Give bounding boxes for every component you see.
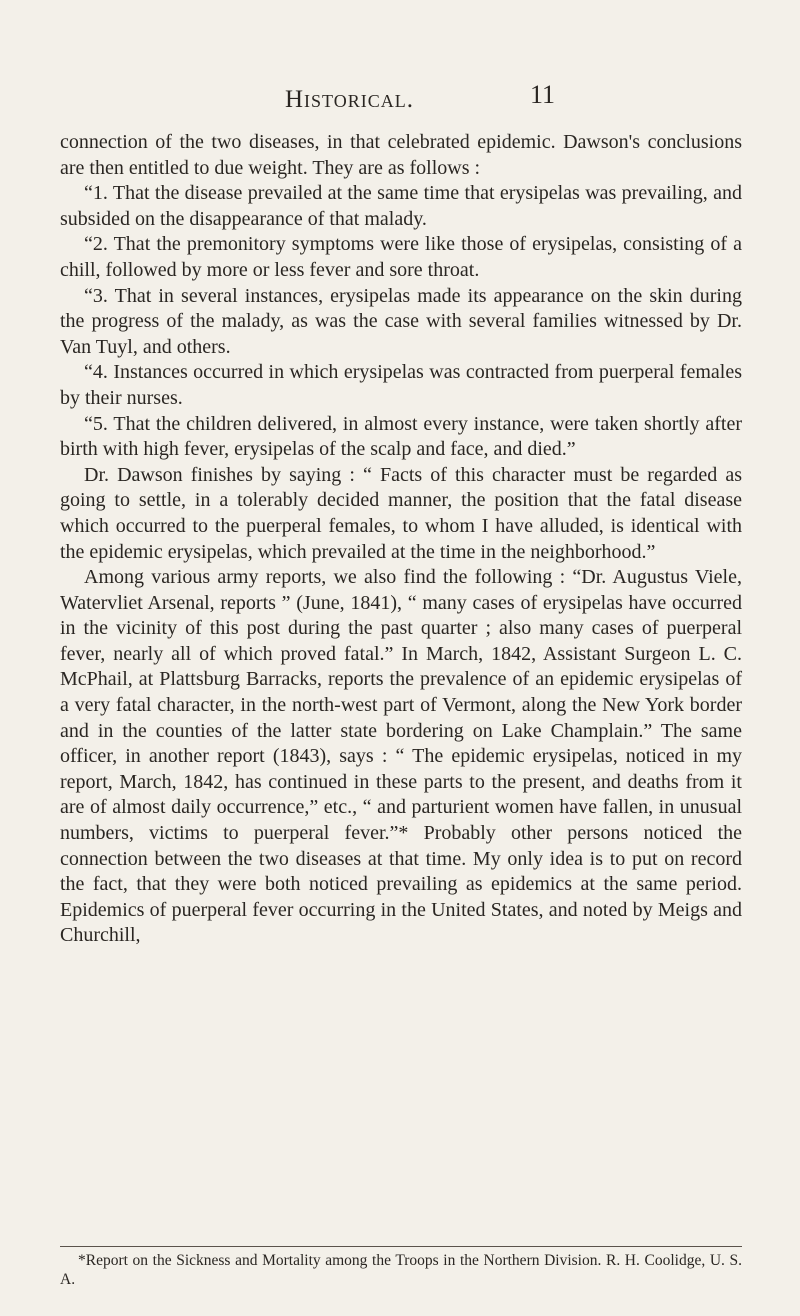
paragraph-continuation: connection of the two diseases, in that celebrated epidemic. Dawson's conclusions are then entitled to due weight. They are as follows : bbox=[60, 131, 742, 179]
paragraph-army-reports: Among various army reports, we also find the following : “Dr. Augustus Viele, Watervliet Arsenal, reports ” (June, 1841), “ many cases of erysipelas have occurred in the vicinity of this post during the past quarter ; also many cases of puerperal fever, nearly all of which proved fatal.” In March, 1842, Assistant Surgeon L. C. McPhail, at Plattsburg Barracks, reports the prevalence of an epidemic erysipelas of a very fatal character, in the north-west part of Vermont, along the New York border and in the counties of the latter state bordering on Lake Champlain.” The same officer, in another report (1843), says : “ The epidemic erysipelas, noticed in my report, March, 1842, has continued in these parts to the present, and deaths from it are of almost daily occurrence,” etc., “ and parturient women have fallen, in unusual numbers, victims to puerperal fever.”* Probably other persons noticed the connection between the two diseases at that time. My only idea is to put on record the fact, that they were both noticed prevailing as epidemics at the same period. Epidemics of puerperal fever occurring in the United States, and noted by Meigs and Churchill, bbox=[60, 566, 742, 947]
paragraph-conclusion-2: “2. That the premonitory symptoms were like those of erysipelas, consisting of a chill, followed by more or less fever and sore throat. bbox=[60, 233, 742, 281]
paragraph-conclusion-5: “5. That the children delivered, in almost every instance, were taken shortly after birth with high fever, erysipelas of the scalp and face, and died.” bbox=[60, 412, 742, 461]
running-head bbox=[0, 80, 800, 122]
running-title: Historical. bbox=[285, 86, 414, 113]
paragraph-conclusion-4: “4. Instances occurred in which erysipelas was contracted from puerperal females by their nurses. bbox=[60, 361, 742, 409]
footnote-rule bbox=[60, 1246, 742, 1247]
body-text bbox=[60, 130, 742, 949]
paragraph-conclusion-1: “1. That the disease prevailed at the same time that erysipelas was prevailing, and subsided on the disappearance of that malady. bbox=[60, 182, 742, 230]
paragraph-dawson-finishes: Dr. Dawson finishes by saying : “ Facts of this character must be regarded as going to settle, in a tolerably decided manner, the position that the fatal disease which occurred to the puerperal females, to whom I have alluded, is identical with the epidemic erysipelas, which prevailed at the time in the neighborhood.” bbox=[60, 463, 742, 563]
footnote: *Report on the Sickness and Mortality among the Troops in the Northern Division. R. H. Coolidge, U. S. A. bbox=[60, 1252, 742, 1288]
page-number: 11 bbox=[530, 80, 556, 109]
paragraph-conclusion-3: “3. That in several instances, erysipelas made its appearance on the skin during the progress of the malady, as was the case with several families witnessed by Dr. Van Tuyl, and others. bbox=[60, 284, 742, 358]
